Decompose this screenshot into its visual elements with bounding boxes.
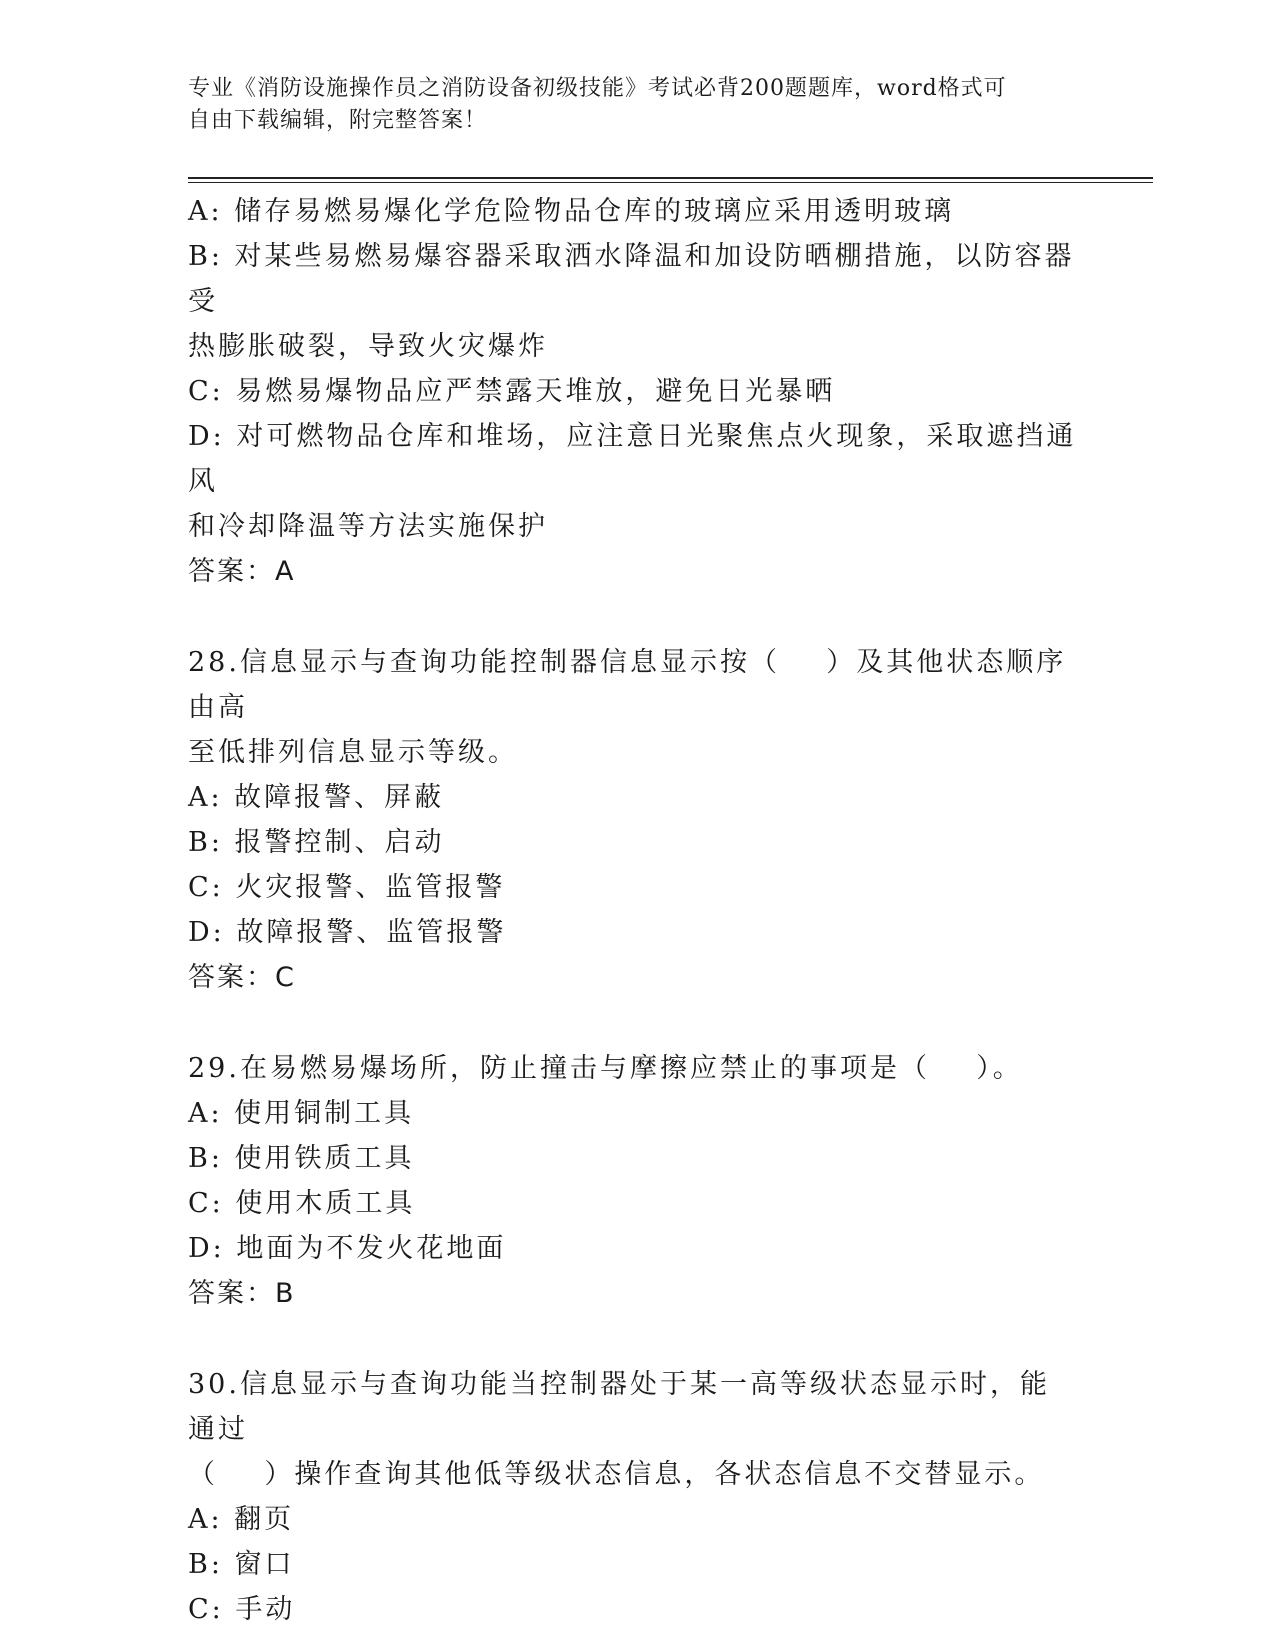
option-b-line-1: B: 对某些易燃易爆容器采取洒水降温和加设防晒棚措施，以防容器受 <box>188 241 1075 317</box>
option-c: C: 火灾报警、监管报警 <box>188 872 506 903</box>
option-a: A: 故障报警、屏蔽 <box>188 782 445 813</box>
answer-text: 答案：A <box>188 556 296 587</box>
option-c: C: 易燃易爆物品应严禁露天堆放，避免日光暴晒 <box>188 376 836 407</box>
document-header <box>188 73 1068 137</box>
question-stem-line-1: 28.信息显示与查询功能控制器信息显示按（ ）及其他状态顺序由高 <box>188 647 1067 723</box>
question-28-block <box>188 640 1078 1000</box>
option-b: B: 使用铁质工具 <box>188 1143 415 1174</box>
option-c: C: 手动 <box>188 1594 296 1625</box>
option-b-line-2: 热膨胀破裂，导致火灾爆炸 <box>188 331 548 362</box>
option-d: D: 地面为不发火花地面 <box>188 1233 507 1264</box>
option-d: D: 故障报警、监管报警 <box>188 917 507 948</box>
question-27-block <box>188 189 1078 594</box>
header-rule-thick <box>188 177 1153 179</box>
question-29-block <box>188 1046 1078 1316</box>
header-line-2: 自由下载编辑，附完整答案！ <box>188 108 488 133</box>
option-c: C: 使用木质工具 <box>188 1188 416 1219</box>
answer-text: 答案：C <box>188 962 296 993</box>
question-stem-line-2: 至低排列信息显示等级。 <box>188 737 518 768</box>
answer-text: 答案：B <box>188 1278 296 1309</box>
option-b: B: 报警控制、启动 <box>188 827 445 858</box>
document-body <box>188 189 1078 1632</box>
option-a: A: 储存易燃易爆化学危险物品仓库的玻璃应采用透明玻璃 <box>188 196 955 227</box>
option-a: A: 翻页 <box>188 1504 295 1535</box>
option-d-line-2: 和冷却降温等方法实施保护 <box>188 511 548 542</box>
option-a: A: 使用铜制工具 <box>188 1098 415 1129</box>
option-d-line-1: D: 对可燃物品仓库和堆场，应注意日光聚焦点火现象，采取遮挡通风 <box>188 421 1077 497</box>
question-stem-line-2: （ ）操作查询其他低等级状态信息，各状态信息不交替显示。 <box>188 1459 1045 1490</box>
question-stem-line-1: 30.信息显示与查询功能当控制器处于某一高等级状态显示时，能通过 <box>188 1369 1050 1445</box>
option-b: B: 窗口 <box>188 1549 295 1580</box>
question-stem-line-1: 29.在易燃易爆场所，防止撞击与摩擦应禁止的事项是（ ）。 <box>188 1053 1023 1084</box>
header-line-1: 专业《消防设施操作员之消防设备初级技能》考试必背200题题库，word格式可 <box>188 76 1007 101</box>
question-30-block <box>188 1362 1078 1632</box>
header-rule-thin <box>188 182 1153 183</box>
